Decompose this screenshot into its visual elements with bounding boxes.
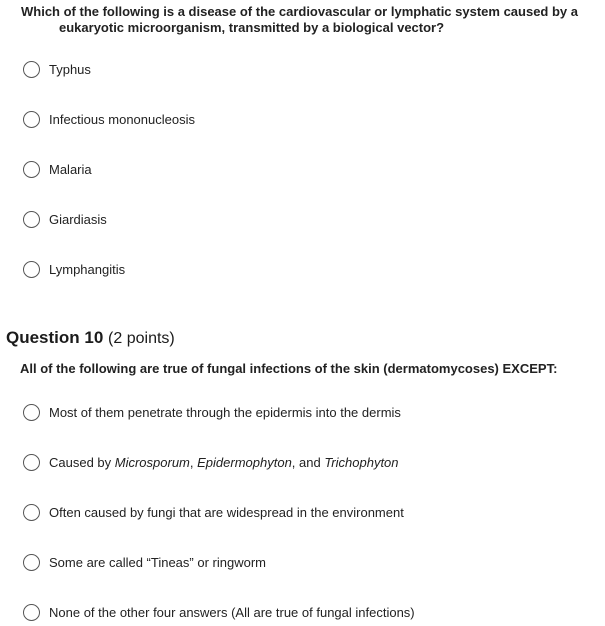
genus-name: Microsporum	[114, 454, 190, 470]
option-label: Giardiasis	[49, 211, 107, 227]
question-points: (2 points)	[108, 330, 175, 347]
option-label: None of the other four answers (All are true of fungal infections)	[49, 604, 415, 620]
option-text: ,	[189, 454, 198, 470]
radio-button[interactable]	[23, 554, 40, 571]
option-label: Often caused by fungi that are widespread in the environment	[49, 504, 404, 520]
radio-button[interactable]	[23, 111, 40, 128]
radio-button[interactable]	[23, 161, 40, 178]
radio-button[interactable]	[23, 504, 40, 521]
question-10-heading	[6, 328, 175, 348]
genus-name: Trichophyton	[324, 454, 399, 470]
q10-option-1[interactable]	[23, 401, 401, 423]
radio-button[interactable]	[23, 604, 40, 621]
radio-button[interactable]	[23, 454, 40, 471]
q10-option-2[interactable]	[23, 451, 399, 473]
radio-button[interactable]	[23, 211, 40, 228]
q10-option-5[interactable]	[23, 601, 415, 623]
radio-button[interactable]	[23, 261, 40, 278]
q9-option-typhus[interactable]	[23, 58, 91, 80]
option-label: Most of them penetrate through the epidermis into the dermis	[49, 404, 401, 420]
question-number: Question 10	[6, 328, 104, 347]
q9-option-giardiasis[interactable]	[23, 208, 107, 230]
radio-button[interactable]	[23, 404, 40, 421]
q9-option-lymphangitis[interactable]	[23, 258, 125, 280]
option-label: Lymphangitis	[49, 261, 126, 277]
genus-name: Epidermophyton	[197, 454, 292, 470]
q10-option-4[interactable]	[23, 551, 266, 573]
q9-option-infectious-mononucleosis[interactable]	[23, 108, 195, 130]
question-9-prompt-line-1: Which of the following is a disease of the cardiovascular or lymphatic system caused by a	[21, 4, 578, 19]
option-label: Some are called “Tineas” or ringworm	[49, 554, 266, 570]
question-9-prompt-line-2: eukaryotic microorganism, transmitted by a biological vector?	[59, 20, 445, 35]
option-label: Malaria	[49, 161, 92, 177]
option-text: Caused by	[49, 454, 115, 470]
option-label	[49, 455, 399, 470]
radio-button[interactable]	[23, 61, 40, 78]
option-text: , and	[291, 454, 325, 470]
option-label: Infectious mononucleosis	[49, 111, 195, 127]
option-label: Typhus	[49, 61, 91, 77]
question-10-prompt: All of the following are true of fungal infections of the skin (dermatomycoses) EXCEPT:	[20, 361, 558, 376]
q9-option-malaria[interactable]	[23, 158, 92, 180]
q10-option-3[interactable]	[23, 501, 404, 523]
